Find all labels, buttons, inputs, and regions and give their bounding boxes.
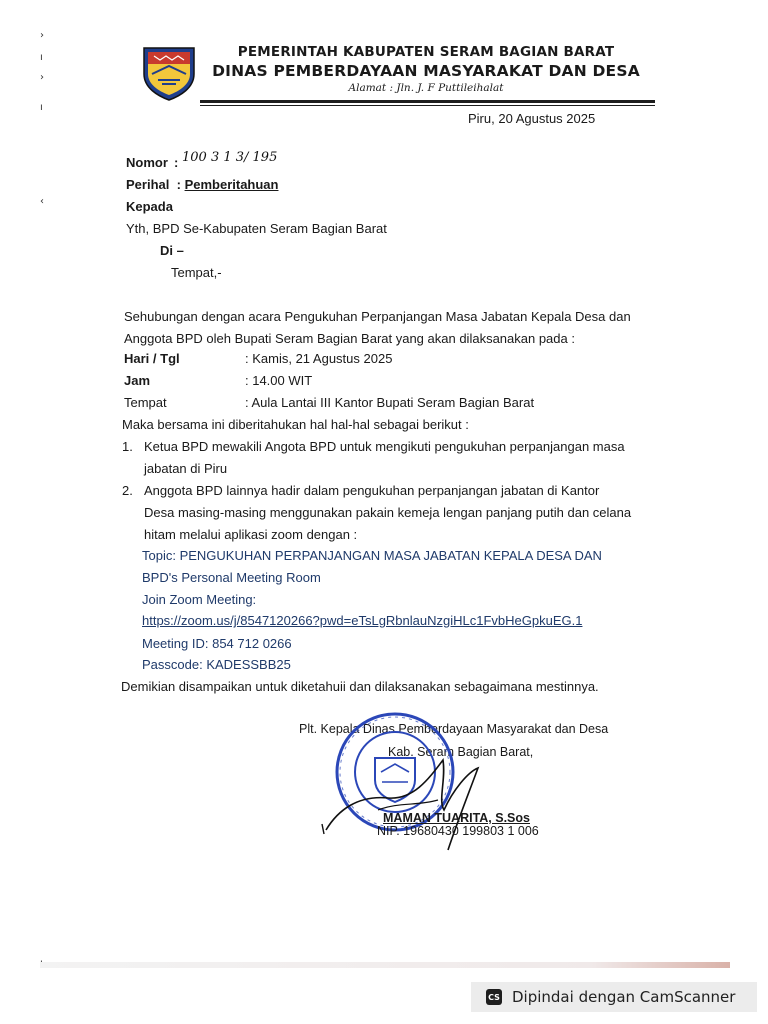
kepada-label: Kepada [126, 199, 173, 214]
intro-paragraph-line: Sehubungan dengan acara Pengukuhan Perpanjangan Masa Jabatan Kepala Desa dan [124, 309, 631, 324]
detail-label-hari: Hari / Tgl [124, 351, 180, 366]
intro-paragraph-line: Anggota BPD oleh Bupati Seram Bagian Barat yang akan dilaksanakan pada : [124, 331, 575, 346]
nomor-handwritten-value: 100 3 1 3/ 195 [182, 150, 278, 165]
zoom-topic-line: BPD's Personal Meeting Room [142, 570, 321, 585]
detail-label-tempat: Tempat [124, 395, 167, 410]
list-item-1-line: Ketua BPD mewakili Angota BPD untuk mengikuti pengukuhan perpanjangan masa [144, 439, 625, 454]
detail-value-tempat: : Aula Lantai III Kantor Bupati Seram Bagian Barat [245, 395, 535, 410]
detail-label-jam: Jam [124, 373, 151, 388]
letterhead-government: PEMERINTAH KABUPATEN SERAM BAGIAN BARAT [237, 44, 615, 60]
closing-line: Demikian disampaikan untuk diketahuii dan dilaksanakan sebagaimana mestinnya. [121, 679, 599, 694]
letterhead-rule [200, 100, 655, 103]
letterhead-address: Alamat : Jln. J. F Puttileihalat [348, 82, 504, 94]
signatory-name: MAMAN TUARITA, S.Sos [383, 811, 530, 825]
zoom-meeting-id: Meeting ID: 854 712 0266 [142, 636, 292, 651]
handwritten-signature-icon [318, 740, 508, 860]
zoom-passcode: Passcode: KADESSBB25 [142, 657, 291, 672]
camscanner-watermark [471, 982, 757, 1012]
list-item-1-line: jabatan di Piru [144, 461, 228, 476]
detail-value-jam: : 14.00 WIT [245, 373, 313, 388]
list-number-1: 1. [122, 439, 133, 454]
perihal-colon: : [172, 177, 181, 192]
scan-artifact: › [40, 30, 44, 41]
notice-line: Maka bersama ini diberitahukan hal hal-hal sebagai berikut : [122, 417, 469, 432]
perihal-value: Pemberitahuan [184, 177, 279, 192]
list-item-2-line: Desa masing-masing menggunakan pakain kemeja lengan panjang putih dan celana [144, 505, 632, 520]
scan-artifact: ‹ [40, 196, 44, 207]
tempat-line: Tempat,- [171, 265, 222, 280]
signatory-title: Plt. Kepala Dinas Pemberdayaan Masyarakat dan Desa [299, 722, 609, 736]
scan-edge-shadow [40, 962, 730, 968]
detail-value-hari: : Kamis, 21 Agustus 2025 [245, 351, 393, 366]
perihal-line [126, 177, 278, 192]
signatory-nip: NIP. 19680430 199803 1 006 [377, 824, 539, 838]
zoom-meeting-link[interactable]: https://zoom.us/j/8547120266?pwd=eTsLgRbnlauNzgiHLc1FvbHeGpkuEG.1 [142, 613, 583, 628]
scan-artifact: ı [40, 52, 43, 63]
nomor-colon: : [174, 155, 179, 170]
regency-crest-logo-icon [140, 44, 198, 102]
letterhead-rule-thin [200, 105, 655, 106]
scan-artifact: › [40, 72, 44, 83]
nomor-label: Nomor [126, 155, 168, 170]
zoom-topic-line: Topic: PENGUKUHAN PERPANJANGAN MASA JABATAN KEPALA DESA DAN [142, 548, 602, 563]
list-number-2: 2. [122, 483, 133, 498]
di-line: Di – [160, 243, 184, 258]
scan-artifact: ı [40, 102, 43, 113]
signatory-region: Kab. Seram Bagian Barat, [388, 745, 534, 759]
list-item-2-line: hitam melalui aplikasi zoom dengan : [144, 527, 358, 542]
recipient-line: Yth, BPD Se-Kabupaten Seram Bagian Barat [126, 221, 387, 236]
zoom-join-label: Join Zoom Meeting: [142, 592, 257, 607]
list-item-2-line: Anggota BPD lainnya hadir dalam pengukuhan perpanjangan jabatan di Kantor [144, 483, 600, 498]
letter-date: Piru, 20 Agustus 2025 [468, 111, 596, 126]
letterhead-agency: DINAS PEMBERDAYAAN MASYARAKAT DAN DESA [212, 62, 640, 80]
perihal-label: Perihal [126, 177, 170, 192]
camscanner-logo-icon: CS [486, 989, 502, 1005]
camscanner-label: Dipindai dengan CamScanner [512, 988, 736, 1006]
